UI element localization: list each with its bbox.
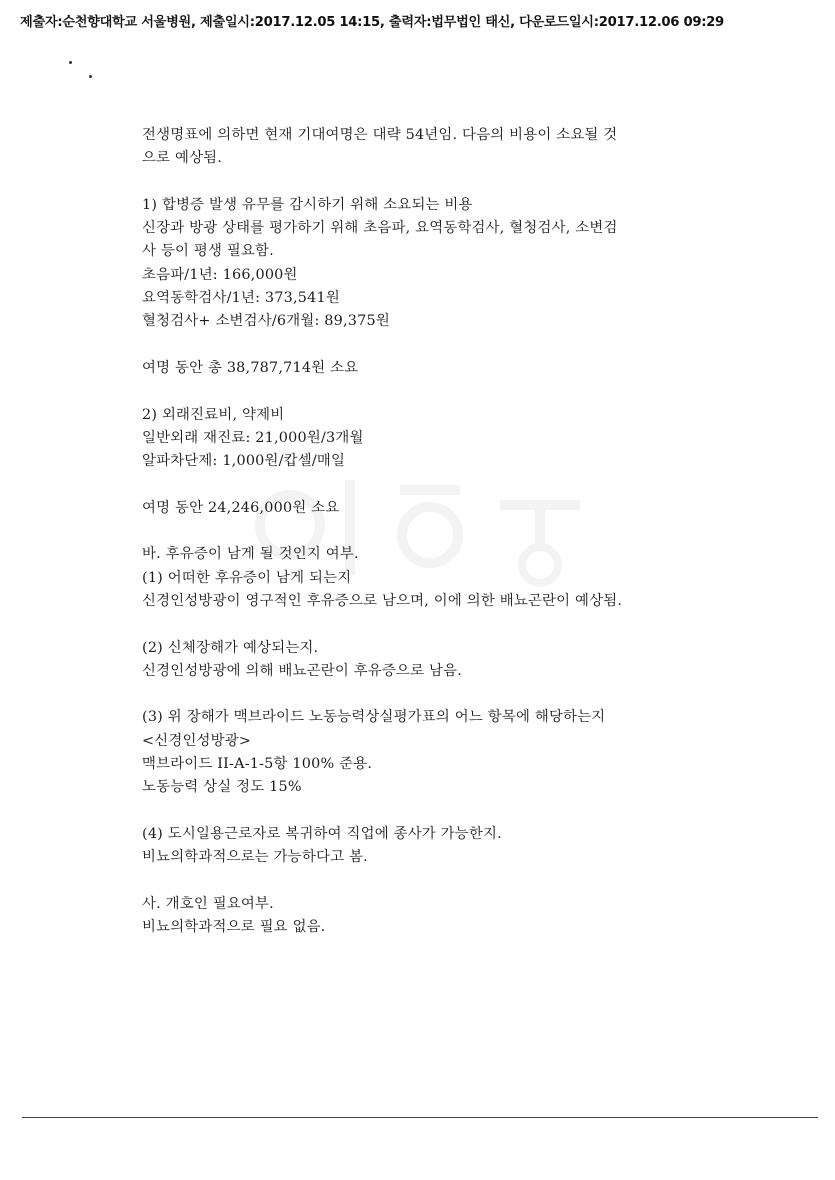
- scan-speck: [69, 61, 72, 64]
- text-line: 2) 외래진료비, 약제비: [142, 406, 285, 423]
- text-line: 혈청검사+ 소변검사/6개월: 89,375원: [142, 313, 390, 330]
- document-header: 제출자:순천향대학교 서울병원, 제출일시:2017.12.05 14:15, 출력자:법무법인 태신, 다운로드일시:2017.12.06 09:29: [20, 15, 724, 30]
- text-line: 노동능력 상실 정도 15%: [142, 779, 302, 796]
- text-line: 비뇨의학과적으로는 가능하다고 봄.: [142, 849, 368, 866]
- text-line: 알파차단제: 1,000원/캅셀/매일: [142, 453, 346, 470]
- text-line: 맥브라이드 II-A-1-5항 100% 준용.: [142, 756, 373, 773]
- text-line: <신경인성방광>: [142, 732, 252, 749]
- text-line: 사. 개호인 필요여부.: [142, 895, 274, 912]
- document-body: [142, 124, 762, 939]
- paragraph-gap: [142, 520, 762, 543]
- paragraph-gap: [142, 613, 762, 636]
- text-line: 초음파/1년: 166,000원: [142, 266, 298, 283]
- paragraph-gap: [142, 334, 762, 357]
- paragraph-gap: [142, 683, 762, 706]
- text-line: 신경인성방광에 의해 배뇨곤란이 후유증으로 남음.: [142, 662, 463, 679]
- text-line: (4) 도시일용근로자로 복귀하여 직업에 종사가 가능한지.: [142, 825, 502, 842]
- paragraph-gap: [142, 473, 762, 496]
- text-line: 사 등이 평생 필요함.: [142, 243, 274, 260]
- scan-speck: [89, 75, 92, 78]
- paragraph-gap: [142, 870, 762, 893]
- text-line: (1) 어떠한 후유증이 남게 되는지: [142, 569, 352, 586]
- text-line: 으로 예상됨.: [142, 150, 223, 167]
- text-line: 비뇨의학과적으로 필요 없음.: [142, 919, 326, 936]
- text-line: 1) 합병증 발생 유무를 감시하기 위해 소요되는 비용: [142, 196, 473, 213]
- paragraph-gap: [142, 800, 762, 823]
- text-line: (2) 신체장해가 예상되는지.: [142, 639, 319, 656]
- text-line: 여명 동안 총 38,787,714원 소요: [142, 359, 359, 376]
- text-line: (3) 위 장해가 맥브라이드 노동능력상실평가표의 어느 항목에 해당하는지: [142, 709, 606, 726]
- text-line: 바. 후유증이 남게 될 것인지 여부.: [142, 546, 359, 563]
- text-line: 요역동학검사/1년: 373,541원: [142, 290, 340, 307]
- footer-divider: [22, 1117, 818, 1118]
- paragraph-gap: [142, 380, 762, 403]
- paragraph-gap: [142, 171, 762, 194]
- text-line: 일반외래 재진료: 21,000원/3개월: [142, 429, 364, 446]
- text-line: 여명 동안 24,246,000원 소요: [142, 499, 340, 516]
- text-line: 신경인성방광이 영구적인 후유증으로 남으며, 이에 의한 배뇨곤란이 예상됨.: [142, 592, 623, 609]
- text-line: 신장과 방광 상태를 평가하기 위해 초음파, 요역동학검사, 혈청검사, 소변검: [142, 220, 618, 237]
- text-line: 전생명표에 의하면 현재 기대여명은 대략 54년임. 다음의 비용이 소요될 것: [142, 127, 618, 143]
